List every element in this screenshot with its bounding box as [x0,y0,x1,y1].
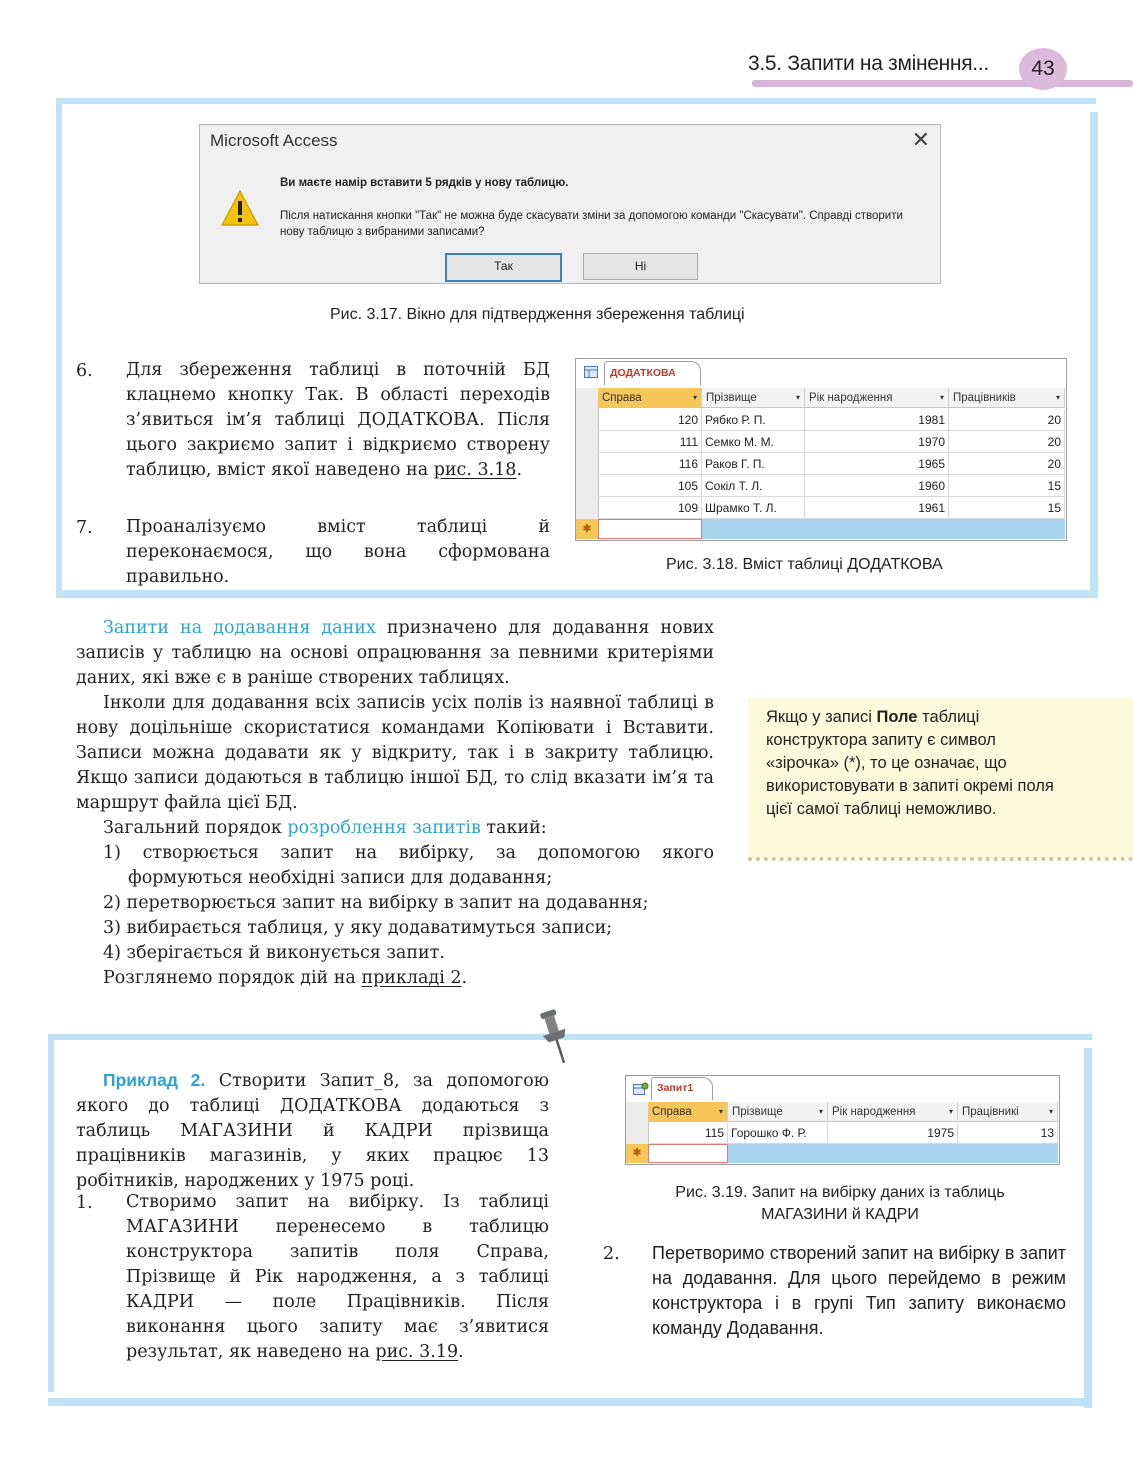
table-cell[interactable]: 13 [958,1123,1058,1144]
yes-button[interactable]: Так [445,253,562,282]
table-cell[interactable]: 1981 [805,409,949,431]
term-highlight: Запити на додавання даних [103,618,376,638]
step-7-text: Проаналізуємо вміст таблиці й переконаємося, що вона сформована правильно. [126,517,550,587]
table-query1 [625,1075,1060,1165]
figure-caption-3-17: Рис. 3.17. Вікно для підтвердження збереження таблиці [330,306,745,323]
note-dotted-rule [748,857,1133,861]
example-link[interactable]: прикладі 2 [361,968,462,988]
example-intro: Приклад 2. Створити Запит_8, за допомогою якого до таблиці ДОДАТКОВА додаються з таблиць МАГАЗИНИ й КАДРИ прізвища працівників магазинів, у яких працює 13 робітників, народжених у 1975 році. [76,1070,549,1191]
table-cell[interactable]: 20 [949,431,1065,453]
frame-shadow-right [1084,1048,1092,1408]
table-cell[interactable]: Шрамко Т. Л. [702,497,805,519]
example-label: Приклад 2. [103,1070,206,1090]
paragraph-2: Інколи для додавання всіх записів усіх полів із наявної таблиці в нову доцільніше скористатися командами Копіювати і Вставити. Записи можна додавати як у відкриту, так і в закриту таблицю. Якщо записи додаються в таблицю іншої БД, то слід вказати ім’я та маршрут файла цієї БД. [76,693,714,813]
header-rule [752,80,1133,87]
column-header[interactable]: Рік народження ▾ [828,1102,958,1122]
step-number: 1. [76,1193,93,1213]
column-header[interactable]: Справа ▾ [648,1102,728,1122]
table-cell[interactable]: 20 [949,409,1065,431]
page-number: 43 [1019,48,1067,90]
list-item: 1) створюється запит на вибірку, за допомогою якого формуються необхідні записи для додавання; [103,843,714,888]
paragraph-1: Запити на додавання даних призначено для додавання нових записів у таблицю на основі опрацювання за певними критеріями даних, які вже є в раніше створених таблицях. [76,618,714,688]
tab-dodatkova[interactable]: ДОДАТКОВА [604,361,701,385]
table-dodatkova [575,358,1067,541]
table-cell[interactable]: 15 [949,475,1065,497]
warning-icon [220,189,260,229]
table-cell[interactable]: 1975 [828,1123,958,1144]
table-cell[interactable]: 1965 [805,453,949,475]
table-cell[interactable]: 109 [598,497,702,519]
dialog-title: Microsoft Access [210,131,338,150]
confirmation-dialog [199,124,941,284]
table-cell[interactable]: 116 [598,453,702,475]
table-cell[interactable]: 1961 [805,497,949,519]
table-cell[interactable]: 20 [949,453,1065,475]
step-number: 7. [76,518,93,538]
term-highlight: розроблення запитів [287,818,481,838]
column-header[interactable]: Працівників ▾ [949,388,1065,408]
query-icon [633,1082,649,1096]
paragraph-4: Розглянемо порядок дій на прикладі 2. [103,968,468,988]
paragraph-3: Загальний порядок розроблення запитів такий: [103,818,547,838]
new-record-icon: ✱ [626,1144,648,1163]
figure-link[interactable]: рис. 3.19 [375,1342,459,1362]
pushpin-icon [536,1008,576,1068]
column-header[interactable]: Працівникі ▾ [958,1102,1058,1122]
table-cell[interactable]: 15 [949,497,1065,519]
table-cell[interactable]: 105 [598,475,702,497]
list-item: 4) зберігається й виконується запит. [103,943,445,963]
figure-caption-3-19: Рис. 3.19. Запит на вибірку даних із таблиць МАГАЗИНИ й КАДРИ [675,1184,1005,1223]
table-cell[interactable]: 1970 [805,431,949,453]
new-record-row[interactable] [728,1144,1058,1163]
step-number: 6. [76,361,93,381]
row-selector-column[interactable] [576,388,599,539]
dialog-message-bold: Ви маєте намір вставити 5 рядків у нову таблицю. [280,177,569,189]
table-cell[interactable]: Горошко Ф. Р. [728,1123,828,1144]
frame-shadow-right [1090,112,1098,598]
frame-shadow-bottom [48,1398,1092,1406]
table-cell[interactable]: 115 [648,1123,728,1144]
new-record-row[interactable] [702,519,1065,539]
column-header[interactable]: Справа ▾ [598,388,702,408]
example-step-2: Перетворимо створений запит на вибірку в запит на додавання. Для цього перейдемо в режим конструктора і в групі Тип запиту виконаємо команду Додавання. [652,1243,1066,1338]
table-cell[interactable]: Сокіл Т. Л. [702,475,805,497]
sort-arrow-icon: ▾ [818,1107,823,1116]
new-record-cell[interactable] [598,519,702,539]
step-number: 2. [603,1244,620,1264]
table-cell[interactable]: Семко М. М. [702,431,805,453]
list-item: 2) перетворюється запит на вибірку в запит на додавання; [103,893,649,913]
column-header[interactable]: Прізвище ▾ [728,1102,828,1122]
column-header[interactable]: Рік народження ▾ [805,388,949,408]
table-icon [584,366,598,378]
column-header[interactable]: Прізвище ▾ [702,388,805,408]
sort-arrow-icon: ▾ [692,393,697,402]
sort-arrow-icon: ▾ [1048,1107,1053,1116]
close-icon[interactable]: ✕ [911,127,930,152]
figure-caption-3-18: Рис. 3.18. Вміст таблиці ДОДАТКОВА [666,556,943,573]
section-title: 3.5. Запити на змінення... [748,52,989,75]
table-cell[interactable]: 1960 [805,475,949,497]
frame-shadow-bottom [56,590,1096,598]
sort-arrow-icon: ▾ [939,393,944,402]
tab-query1[interactable]: Запит1 [651,1077,713,1100]
sort-arrow-icon: ▾ [718,1107,723,1116]
no-button[interactable]: Ні [583,253,698,280]
sort-arrow-icon: ▾ [948,1107,953,1116]
table-cell[interactable]: Раков Г. П. [702,453,805,475]
step-6-text: Для збереження таблиці в поточній БД клацнемо кнопку Так. В області переходів з’явиться ім’я таблиці ДОДАТКОВА. Після цього закриємо запит і відкриємо створену таблицю, вміст якої наведено на рис. 3.18. [126,360,550,480]
table-cell[interactable]: Рябко Р. П. [702,409,805,431]
sort-arrow-icon: ▾ [795,393,800,402]
sort-arrow-icon: ▾ [1055,393,1060,402]
figure-link[interactable]: рис. 3.18 [433,460,517,480]
new-record-icon: ✱ [576,519,598,539]
new-record-cell[interactable] [648,1144,728,1163]
table-cell[interactable]: 111 [598,431,702,453]
side-note-text: Якщо у записі Поле таблиці конструктора запиту є символ «зірочка» (*), то це означає, що використовувати в запиті окремі поля цієї самої таблиці неможливо. [766,708,1054,818]
list-item: 3) вибирається таблиця, у яку додаватимуться записи; [103,918,613,938]
dialog-message-body: Після натискання кнопки "Так" не можна буде скасувати зміни за допомогою команди "Скасувати". Справді створити нову таблицю з вибраними записами? [280,210,903,238]
table-cell[interactable]: 120 [598,409,702,431]
example-step-1: Створимо запит на вибірку. Із таблиці МАГАЗИНИ перенесемо в таблицю конструктора запитів поля Справа, Прізвище й Рік народження, а з таблиці КАДРИ — поле Працівників. Після виконання цього запиту має з’явитися результат, як наведено на рис. 3.19. [126,1192,549,1362]
